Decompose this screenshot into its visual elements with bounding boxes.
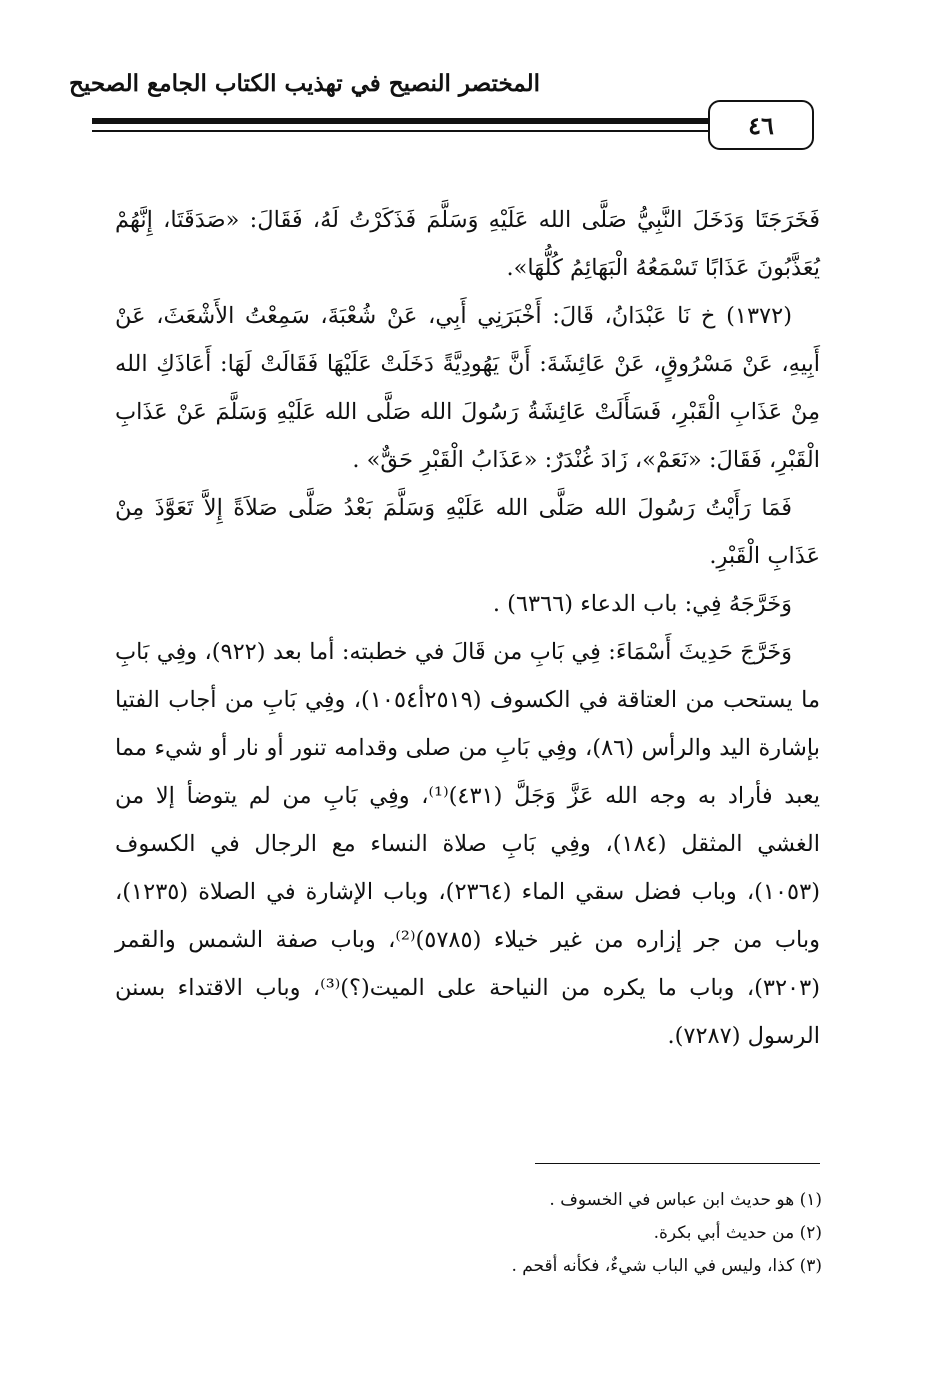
header-rule-thick	[92, 118, 708, 124]
main-text	[115, 196, 820, 1060]
footnote-separator	[535, 1163, 820, 1164]
page-number: ٤٦	[708, 100, 814, 150]
paragraph-continuation: فَخَرَجَتَا وَدَخَلَ النَّبِيُّ صَلَّى الله عَلَيْهِ وَسَلَّمَ فَذَكَرْتُ لَهُ، فَقَالَ: «صَدَقَتَا، إِنَّهُمْ يُعَذَّبُونَ عَذَابًا تَسْمَعُهُ الْبَهَائِمُ كُلُّهَا».	[115, 207, 820, 281]
paragraph-narration: فَمَا رَأَيْتُ رَسُولَ الله صَلَّى الله عَلَيْهِ وَسَلَّمَ بَعْدُ صَلَّى صَلاَةً إِلاَّ تَعَوَّذَ مِنْ عَذَابِ الْقَبْرِ.	[115, 495, 820, 569]
book-title: المختصر النصيح في تهذيب الكتاب الجامع الصحيح	[69, 70, 540, 97]
paragraph-takhrij: وَخَرَّجَهُ فِي: باب الدعاء (٦٣٦٦) .	[492, 591, 792, 617]
header-rule-thin	[92, 130, 708, 132]
footnote-1: (١) هو حديث ابن عباس في الخسوف .	[549, 1190, 822, 1210]
footnotes	[460, 1184, 822, 1283]
paragraph-asma-hadith: وَخَرَّجَ حَدِيثَ أَسْمَاءَ: فِي بَابِ من قَالَ في خطبته: أما بعد (٩٢٢)، وفِي بَابِ ما يستحب من العتاقة في الكسوف (٢٥١٩أ١٠٥٤)، وفِي بَابِ من أجاب الفتيا بإشارة اليد والرأس (٨٦)، وفِي بَابِ من صلى وقدامه تنور أو نار أو شيء مما يعبد فأراد به وجه الله عَزَّ وَجَلَّ (٤٣١)⁽¹⁾، وفِي بَابِ من لم يتوضأ إلا من الغشي المثقل (١٨٤)، وفِي بَابِ صلاة النساء مع الرجال في الكسوف (١٠٥٣)، وباب فضل سقي الماء (٢٣٦٤)، وباب الإشارة في الصلاة (١٢٣٥)، وباب من جر إزاره من غير خيلاء (٥٧٨٥)⁽²⁾، وباب صفة الشمس والقمر (٣٢٠٣)، وباب ما يكره من النياحة على الميت(؟)⁽³⁾، وباب الاقتداء بسنن الرسول (٧٢٨٧).	[115, 639, 821, 1049]
paragraph-hadith-1372: (١٣٧٢) خ نَا عَبْدَانُ، قَالَ: أَخْبَرَنِي أَبِي، عَنْ شُعْبَةَ، سَمِعْتُ الأَشْعَثَ، عَنْ أَبِيهِ، عَنْ مَسْرُوقٍ، عَنْ عَائِشَةَ: أَنَّ يَهُودِيَّةً دَخَلَتْ عَلَيْهَا فَقَالَتْ لَهَا: أَعَاذَكِ الله مِنْ عَذَابِ الْقَبْرِ، فَسَأَلَتْ عَائِشَةُ رَسُولَ الله صَلَّى الله عَلَيْهِ وَسَلَّمَ عَنْ عَذَابِ الْقَبْرِ، فَقَالَ: «نَعَمْ»، زَادَ غُنْدَرٌ: «عَذَابُ الْقَبْرِ حَقٌّ» .	[115, 303, 820, 473]
footnote-2: (٢) من حديث أبي بكرة.	[653, 1223, 822, 1243]
footnote-3: (٣) كذا، وليس في الباب شيءٌ، فكأنه أقحم .	[511, 1256, 822, 1276]
